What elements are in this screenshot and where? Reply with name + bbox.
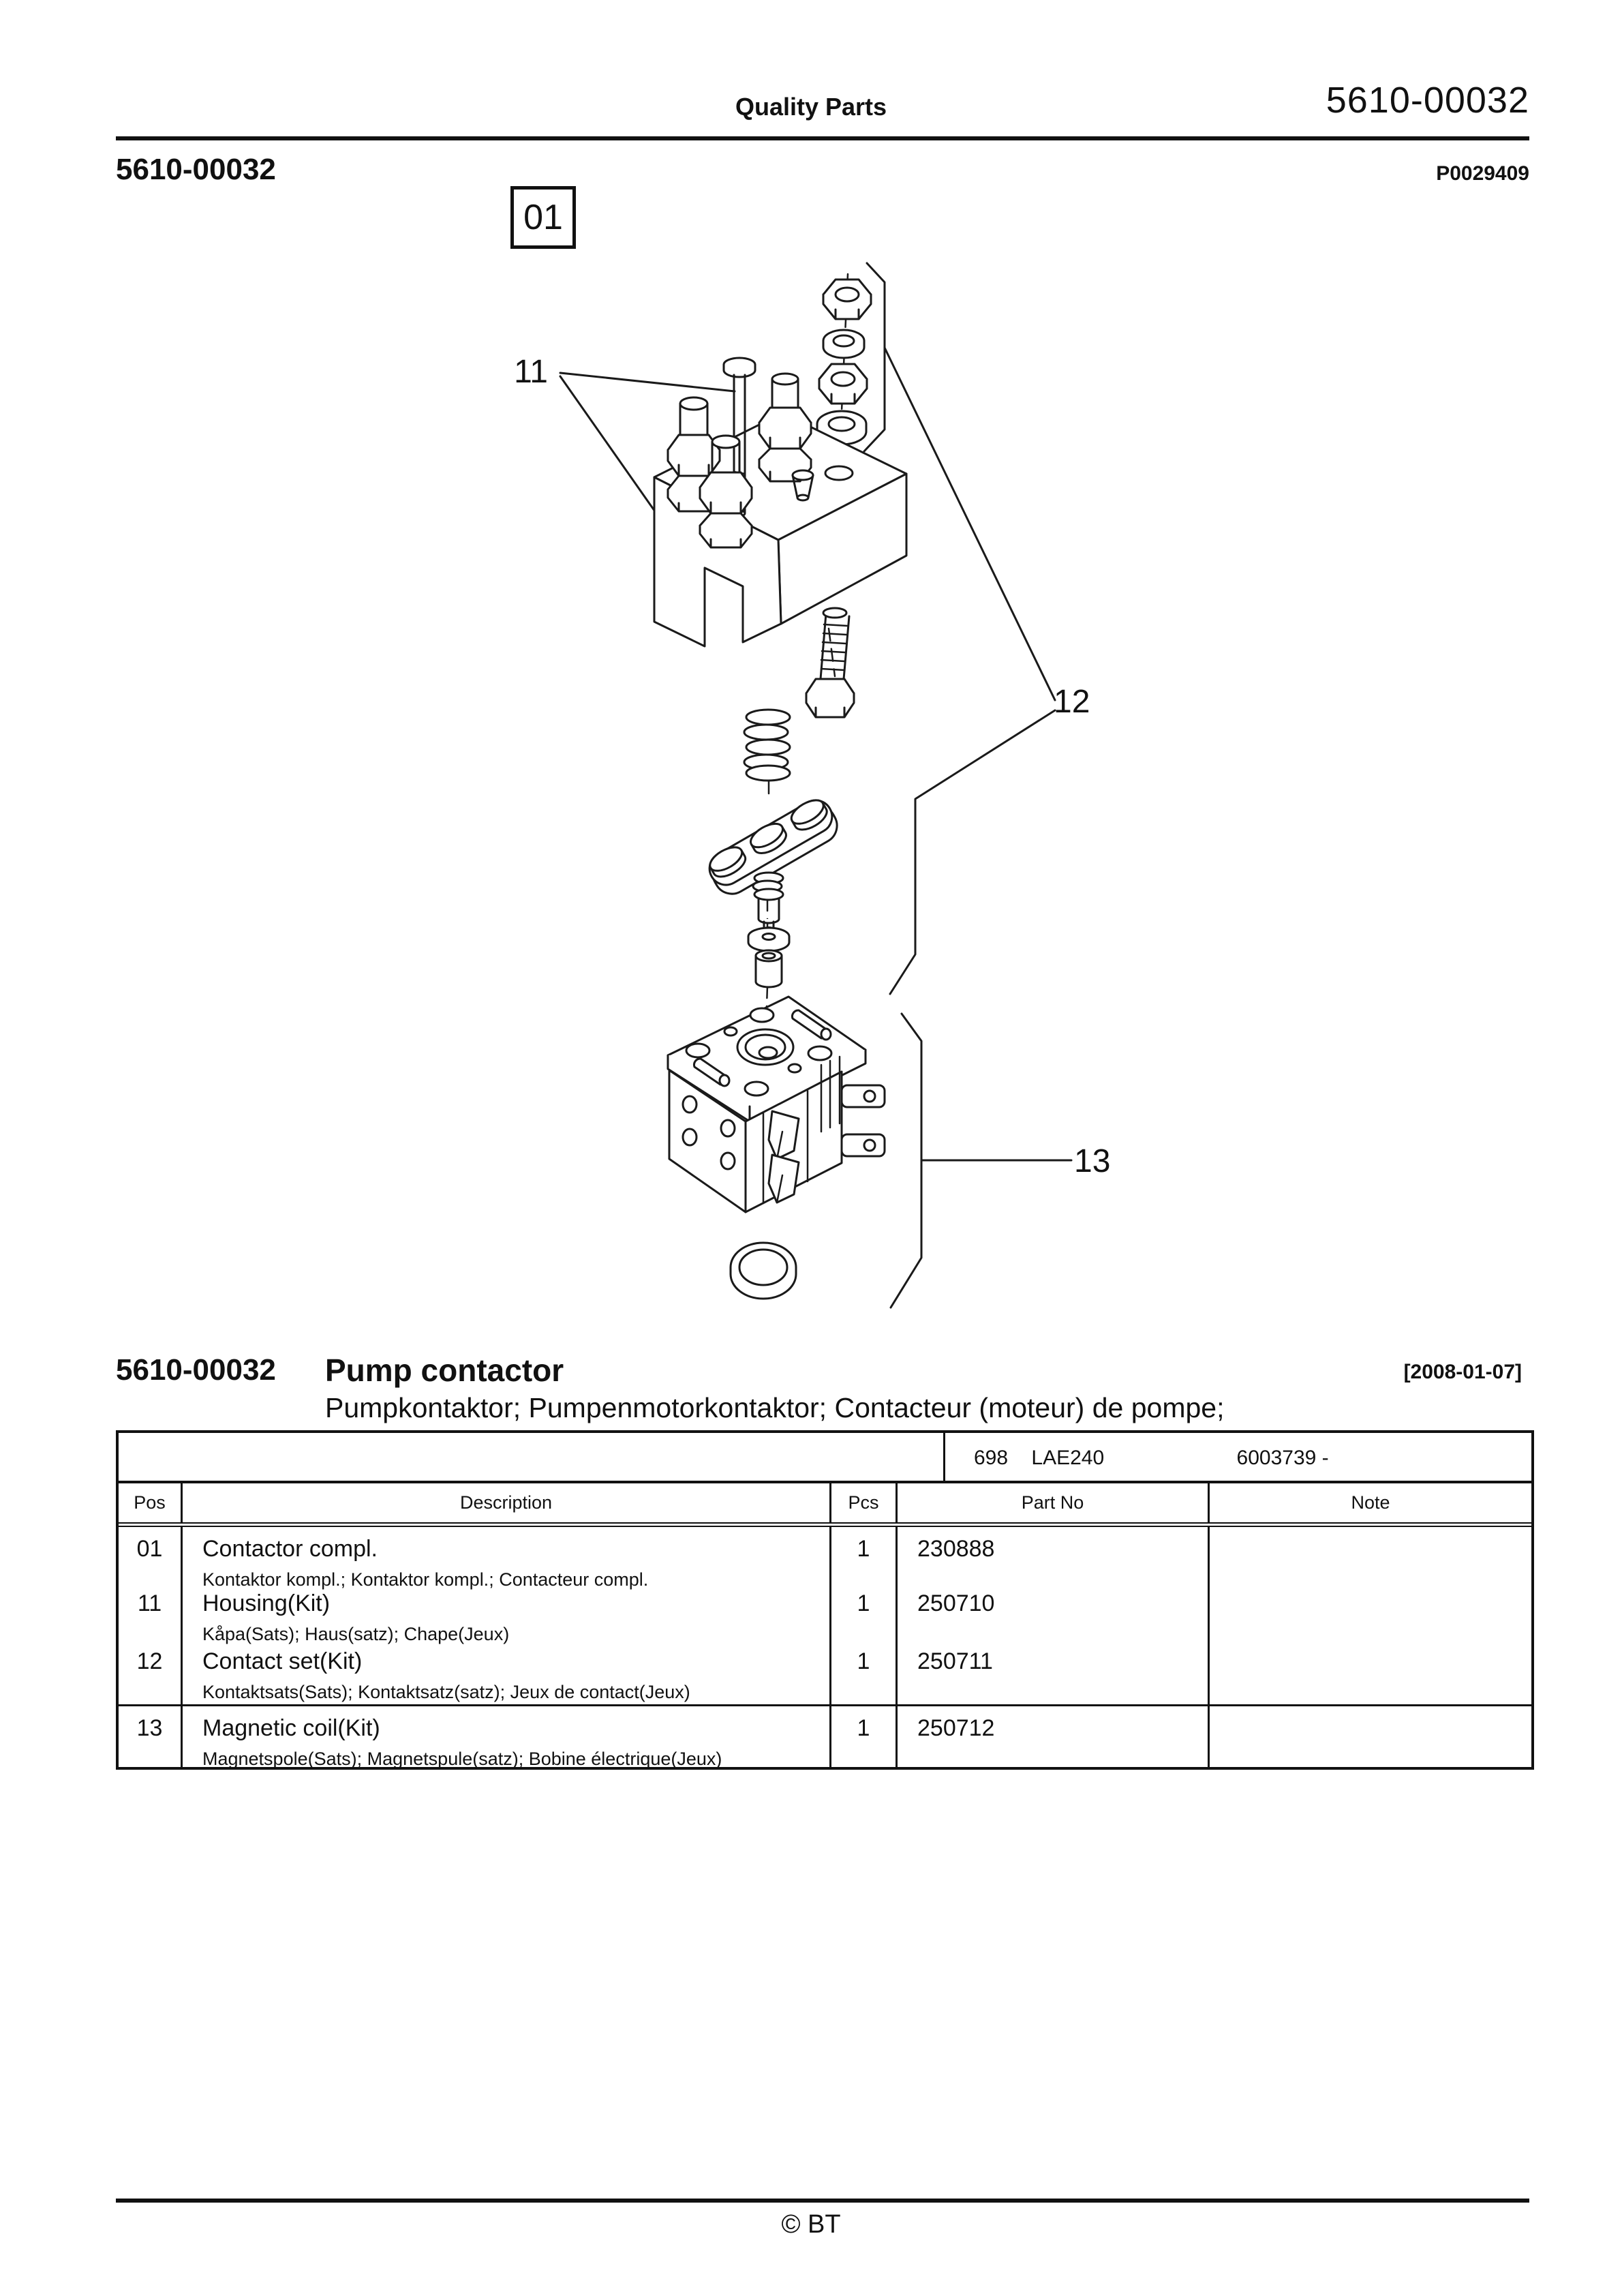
table-header-row (119, 1483, 1531, 1527)
copyright-notice: © BT (781, 2210, 841, 2239)
row-description-main: Contactor compl. (202, 1536, 378, 1562)
column-header-note: Note (1351, 1492, 1390, 1513)
title-block-title: Pump contactor (325, 1353, 564, 1388)
row-partno: 250710 (898, 1582, 1210, 1640)
small-washer (748, 928, 789, 951)
row-description-sub: Kontaktor kompl.; Kontaktor kompl.; Contacteur compl. (202, 1569, 649, 1590)
table-row (119, 1582, 1531, 1644)
table-row (119, 1704, 1531, 1767)
spade-terminal-1 (842, 1085, 885, 1107)
spade-terminal-2 (842, 1134, 885, 1156)
column-header-partno: Part No (898, 1483, 1210, 1522)
row-description-main: Housing(Kit) (202, 1590, 331, 1616)
image-reference: P0029409 (1436, 162, 1529, 185)
info-row-empty-cell (119, 1433, 945, 1481)
table-row (119, 1527, 1531, 1590)
row-pos: 12 (119, 1640, 183, 1704)
row-pos: 13 (119, 1706, 183, 1767)
terminal-stud-3 (759, 374, 811, 481)
callout-12-bracket (864, 263, 1055, 994)
row-partno: 250711 (898, 1640, 1210, 1704)
model-name: LAE240 (1031, 1447, 1105, 1469)
serial-range: 6003739 - (1236, 1447, 1329, 1469)
row-note (1210, 1706, 1531, 1767)
row-partno: 250712 (898, 1706, 1210, 1767)
table-info-row (119, 1433, 1531, 1483)
row-note (1210, 1582, 1531, 1640)
row-note (1210, 1640, 1531, 1704)
spacer-cylinder (756, 950, 782, 987)
washer-1 (823, 330, 864, 358)
row-pcs: 1 (831, 1582, 898, 1640)
section-number: 5610-00032 (116, 153, 276, 186)
hex-nut-1 (823, 280, 871, 319)
table-row (119, 1640, 1531, 1704)
title-block-date: [2008-01-07] (1403, 1361, 1522, 1383)
column-header-description: Description (183, 1483, 831, 1522)
row-description-sub: Magnetspole(Sats); Magnetspule(satz); Bobine électrique(Jeux) (202, 1749, 722, 1769)
row-description-sub: Kåpa(Sats); Haus(satz); Chape(Jeux) (202, 1624, 510, 1644)
callout-13-label: 13 (1074, 1143, 1111, 1179)
o-ring (731, 1243, 796, 1299)
row-description (183, 1706, 831, 1767)
row-pcs: 1 (831, 1706, 898, 1767)
row-pos: 11 (119, 1582, 183, 1640)
row-pos: 01 (119, 1527, 183, 1582)
callout-13-bracket (891, 1014, 1071, 1308)
model-code: 698 (974, 1447, 1009, 1469)
title-block-number: 5610-00032 (116, 1353, 276, 1387)
row-partno: 230888 (898, 1527, 1210, 1582)
top-face-hole (825, 466, 853, 480)
hex-bolt (806, 608, 854, 717)
page-title: Quality Parts (735, 93, 887, 121)
document-number: 5610-00032 (1326, 80, 1529, 121)
callout-12-label: 12 (1054, 684, 1090, 720)
row-description-main: Magnetic coil(Kit) (202, 1715, 380, 1741)
callout-01-label: 01 (523, 198, 563, 237)
column-header-pcs: Pcs (831, 1483, 898, 1522)
row-description (183, 1527, 831, 1590)
row-description-main: Contact set(Kit) (202, 1648, 363, 1674)
callout-11-label: 11 (514, 354, 548, 390)
row-pcs: 1 (831, 1527, 898, 1582)
column-header-pos: Pos (119, 1483, 183, 1522)
row-description (183, 1582, 831, 1644)
callout-01-box (510, 186, 576, 249)
magnetic-coil-drawing (668, 997, 885, 1212)
info-row-model-cell (945, 1433, 1531, 1481)
footer-rule (116, 2199, 1529, 2203)
row-description-sub: Kontaktsats(Sats); Kontaktsatz(satz); Jeux de contact(Jeux) (202, 1682, 690, 1702)
row-note (1210, 1527, 1531, 1582)
hex-nut-2 (819, 364, 867, 404)
row-description (183, 1640, 831, 1704)
row-pcs: 1 (831, 1640, 898, 1704)
parts-table (116, 1430, 1534, 1770)
title-block-subtitle: Pumpkontaktor; Pumpenmotorkontaktor; Contacteur (moteur) de pompe; (325, 1392, 1225, 1423)
coil-spring (744, 710, 790, 781)
